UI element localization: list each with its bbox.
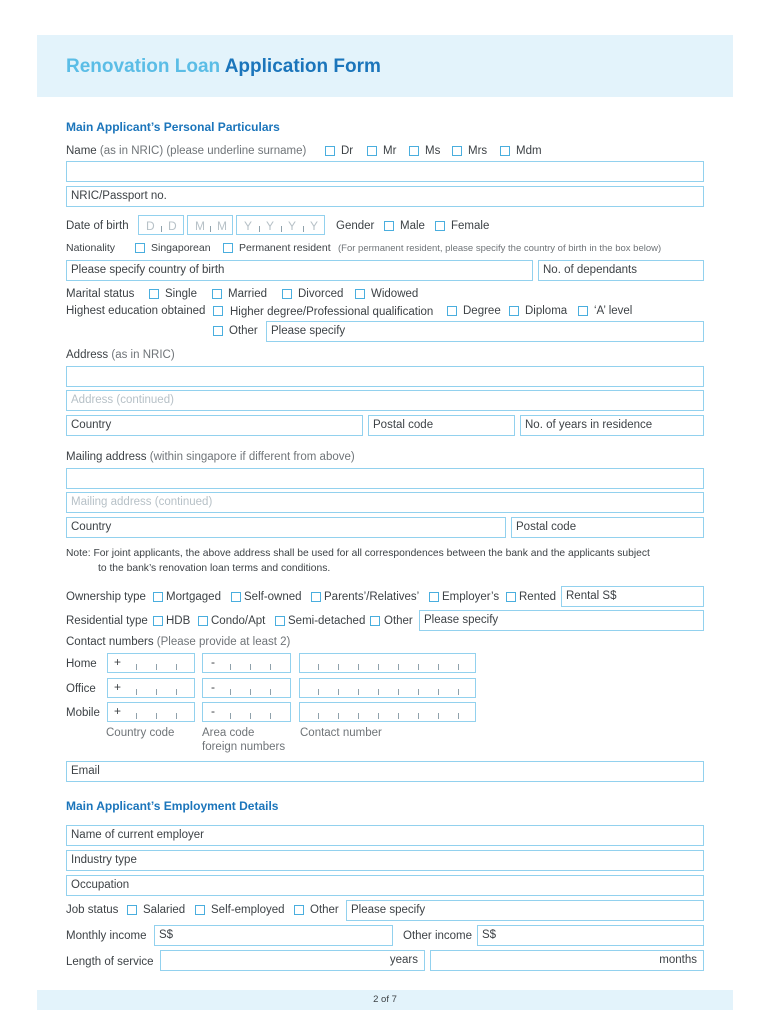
address-continued-placeholder: Address (continued) xyxy=(71,394,174,406)
education-degree-checkbox[interactable] xyxy=(447,306,457,316)
marital-divorced-label: Divorced xyxy=(298,288,344,300)
name-label-text: Name xyxy=(66,145,97,157)
education-alevel-label: ‘A’ level xyxy=(594,305,633,317)
contact-number-caption: Contact number xyxy=(300,727,382,739)
employer-label: Name of current employer xyxy=(71,829,204,841)
ownership-parents-checkbox[interactable] xyxy=(311,592,321,602)
service-years-field[interactable] xyxy=(160,950,425,971)
office-country-code-field[interactable] xyxy=(107,678,195,698)
ownership-rented-checkbox[interactable] xyxy=(506,592,516,602)
other-income-currency: S$ xyxy=(482,929,497,941)
dob-day-field[interactable] xyxy=(138,215,184,235)
nationality-singaporean-label: Singaporean xyxy=(151,242,211,254)
gender-male-label: Male xyxy=(400,220,425,232)
years-residence-field[interactable] xyxy=(520,415,704,436)
address-line1-field[interactable] xyxy=(66,366,704,387)
marital-single-checkbox[interactable] xyxy=(149,289,159,299)
dependants-label: No. of dependants xyxy=(543,264,637,276)
monthly-income-field[interactable] xyxy=(154,925,393,946)
dob-label: Date of birth xyxy=(66,220,129,232)
mobile-country-code-field[interactable] xyxy=(107,702,195,722)
email-label: Email xyxy=(71,765,100,777)
nationality-pr-label: Permanent resident xyxy=(239,242,331,254)
residential-semi-checkbox[interactable] xyxy=(275,616,285,626)
job-specify-label: Please specify xyxy=(351,904,426,916)
rental-label: Rental S$ xyxy=(566,590,617,602)
nationality-pr-checkbox[interactable] xyxy=(223,243,233,253)
gender-male-checkbox[interactable] xyxy=(384,221,394,231)
home-country-code-field[interactable] xyxy=(107,653,195,673)
page-footer xyxy=(37,990,733,1010)
service-months-unit: months xyxy=(659,954,697,966)
title-mdm-checkbox[interactable] xyxy=(500,146,510,156)
contact-label xyxy=(66,635,290,649)
title-dr-label: Dr xyxy=(341,145,354,157)
gender-female-checkbox[interactable] xyxy=(435,221,445,231)
dob-year-field[interactable] xyxy=(236,215,325,235)
office-plus-sign: + xyxy=(114,680,122,694)
contact-hint: (Please provide at least 2) xyxy=(156,636,291,648)
residential-other-checkbox[interactable] xyxy=(370,616,380,626)
gender-female-label: Female xyxy=(451,220,490,232)
office-area-code-field[interactable] xyxy=(202,678,291,698)
education-other-checkbox[interactable] xyxy=(213,326,223,336)
education-higher-label: Higher degree/Professional qualification xyxy=(230,306,434,318)
other-income-label: Other income xyxy=(403,930,473,942)
contact-label-text: Contact numbers xyxy=(66,636,154,648)
title-mr-checkbox[interactable] xyxy=(367,146,377,156)
title-mrs-label: Mrs xyxy=(468,145,488,157)
ownership-selfowned-checkbox[interactable] xyxy=(231,592,241,602)
mailing-postal-label: Postal code xyxy=(516,521,577,533)
mailing-label xyxy=(66,450,355,464)
marital-single-label: Single xyxy=(165,288,197,300)
residential-hdb-label: HDB xyxy=(166,615,191,627)
dob-d1: D xyxy=(146,219,155,233)
education-diploma-label: Diploma xyxy=(525,305,568,317)
nric-field[interactable] xyxy=(66,186,704,207)
mailing-line1-field[interactable] xyxy=(66,468,704,489)
page-number: 2 of 7 xyxy=(373,994,397,1005)
contact-office-label: Office xyxy=(66,683,96,695)
dob-y1: Y xyxy=(244,219,253,233)
nationality-singaporean-checkbox[interactable] xyxy=(135,243,145,253)
ownership-employers-label: Employer’s xyxy=(442,591,500,603)
other-income-field[interactable] xyxy=(477,925,704,946)
job-salaried-label: Salaried xyxy=(143,904,186,916)
marital-married-checkbox[interactable] xyxy=(212,289,222,299)
dob-y2: Y xyxy=(266,219,275,233)
contact-home-label: Home xyxy=(66,658,97,670)
ownership-parents-label: Parents’/Relatives’ xyxy=(324,591,420,603)
education-alevel-checkbox[interactable] xyxy=(578,306,588,316)
email-field[interactable] xyxy=(66,761,704,782)
job-specify-field[interactable] xyxy=(346,900,704,921)
mailing-country-field[interactable] xyxy=(66,517,506,538)
home-dash-sign: - xyxy=(211,655,215,669)
name-hint: (as in NRIC) (please underline surname) xyxy=(99,145,307,157)
form-title-part2: Application Form xyxy=(224,56,381,77)
dob-d2: D xyxy=(168,219,177,233)
name-field[interactable] xyxy=(66,161,704,182)
nric-label: NRIC/Passport no. xyxy=(71,190,167,202)
title-ms-checkbox[interactable] xyxy=(409,146,419,156)
mailing-line2-field[interactable] xyxy=(66,492,704,513)
education-specify-label: Please specify xyxy=(271,325,346,337)
home-area-code-field[interactable] xyxy=(202,653,291,673)
dob-m1: M xyxy=(195,219,205,233)
address-postal-field[interactable] xyxy=(368,415,515,436)
mobile-dash-sign: - xyxy=(211,704,215,718)
title-dr-checkbox[interactable] xyxy=(325,146,335,156)
dependants-field[interactable] xyxy=(538,260,704,281)
marital-divorced-checkbox[interactable] xyxy=(282,289,292,299)
note-line1: Note: For joint applicants, the above address shall be used for all correspondences between the bank and the applicants subject xyxy=(66,548,650,559)
ownership-selfowned-label: Self-owned xyxy=(244,591,302,603)
mobile-area-code-field[interactable] xyxy=(202,702,291,722)
dob-m2: M xyxy=(217,219,227,233)
foreign-numbers-caption: foreign numbers xyxy=(202,741,286,753)
job-other-label: Other xyxy=(310,904,339,916)
job-selfemployed-label: Self-employed xyxy=(211,904,285,916)
years-residence-label: No. of years in residence xyxy=(525,419,653,431)
home-number-field[interactable] xyxy=(299,653,476,673)
education-degree-label: Degree xyxy=(463,305,501,317)
employment-section-heading: Main Applicant’s Employment Details xyxy=(66,799,279,813)
residential-hdb-checkbox[interactable] xyxy=(153,616,163,626)
job-selfemployed-checkbox[interactable] xyxy=(195,905,205,915)
form-title xyxy=(66,56,381,78)
address-country-label: Country xyxy=(71,419,112,431)
mailing-label-text: Mailing address xyxy=(66,451,147,463)
name-label xyxy=(66,144,306,158)
education-specify-field[interactable] xyxy=(266,321,704,342)
nationality-note: (For permanent resident, please specify the country of birth in the box below) xyxy=(338,243,662,254)
industry-label: Industry type xyxy=(71,854,137,866)
employer-field[interactable] xyxy=(66,825,704,846)
marital-widowed-checkbox[interactable] xyxy=(355,289,365,299)
marital-label: Marital status xyxy=(66,288,135,300)
title-ms-label: Ms xyxy=(425,145,441,157)
service-years-unit: years xyxy=(389,954,418,966)
personal-section-heading: Main Applicant’s Personal Particulars xyxy=(66,120,280,134)
contact-mobile-label: Mobile xyxy=(66,707,100,719)
title-mr-label: Mr xyxy=(383,145,397,157)
residential-specify-label: Please specify xyxy=(424,614,499,626)
dob-month-field[interactable] xyxy=(187,215,233,235)
area-code-caption: Area code xyxy=(202,727,255,739)
residential-condo-label: Condo/Apt xyxy=(211,615,266,627)
mobile-plus-sign: + xyxy=(114,704,122,718)
education-other-label: Other xyxy=(229,325,258,337)
marital-married-label: Married xyxy=(228,288,267,300)
residential-semi-label: Semi-detached xyxy=(288,615,366,627)
home-plus-sign: + xyxy=(114,655,122,669)
office-number-field[interactable] xyxy=(299,678,476,698)
note-line2: to the bank’s renovation loan terms and conditions. xyxy=(98,563,331,574)
ownership-employers-checkbox[interactable] xyxy=(429,592,439,602)
ownership-label: Ownership type xyxy=(66,591,146,603)
address-postal-label: Postal code xyxy=(373,419,434,431)
address-line2-field[interactable] xyxy=(66,390,704,411)
industry-field[interactable] xyxy=(66,850,704,871)
form-title-part1: Renovation Loan xyxy=(66,56,221,77)
education-diploma-checkbox[interactable] xyxy=(509,306,519,316)
residential-specify-field[interactable] xyxy=(419,610,704,631)
title-mdm-label: Mdm xyxy=(516,145,542,157)
gender-label: Gender xyxy=(336,220,375,232)
office-dash-sign: - xyxy=(211,680,215,694)
title-mrs-checkbox[interactable] xyxy=(452,146,462,156)
nationality-label: Nationality xyxy=(66,242,116,254)
education-label: Highest education obtained xyxy=(66,305,206,317)
mailing-hint: (within singapore if different from above) xyxy=(149,451,355,463)
country-of-birth-field[interactable] xyxy=(66,260,533,281)
country-of-birth-label: Please specify country of birth xyxy=(71,264,225,276)
length-of-service-label: Length of service xyxy=(66,956,154,968)
marital-widowed-label: Widowed xyxy=(371,288,419,300)
mailing-country-label: Country xyxy=(71,521,112,533)
address-label xyxy=(66,348,175,362)
ownership-rented-label: Rented xyxy=(519,591,557,603)
service-months-field[interactable] xyxy=(430,950,704,971)
monthly-income-label: Monthly income xyxy=(66,930,147,942)
mailing-continued-placeholder: Mailing address (continued) xyxy=(71,496,213,508)
residential-label: Residential type xyxy=(66,615,148,627)
ownership-mortgaged-checkbox[interactable] xyxy=(153,592,163,602)
job-status-label: Job status xyxy=(66,904,119,916)
monthly-currency: S$ xyxy=(159,929,174,941)
residential-condo-checkbox[interactable] xyxy=(198,616,208,626)
address-hint: (as in NRIC) xyxy=(111,349,175,361)
occupation-label: Occupation xyxy=(71,879,130,891)
residential-other-label: Other xyxy=(384,615,413,627)
country-code-caption: Country code xyxy=(106,727,175,739)
rental-field[interactable] xyxy=(561,586,704,607)
job-other-checkbox[interactable] xyxy=(294,905,304,915)
address-label-text: Address xyxy=(66,349,109,361)
dob-y4: Y xyxy=(310,219,319,233)
dob-y3: Y xyxy=(288,219,297,233)
ownership-mortgaged-label: Mortgaged xyxy=(166,591,221,603)
address-country-field[interactable] xyxy=(66,415,363,436)
mailing-postal-field[interactable] xyxy=(511,517,704,538)
mobile-number-field[interactable] xyxy=(299,702,476,722)
occupation-field[interactable] xyxy=(66,875,704,896)
job-salaried-checkbox[interactable] xyxy=(127,905,137,915)
education-higher-checkbox[interactable] xyxy=(213,306,223,316)
